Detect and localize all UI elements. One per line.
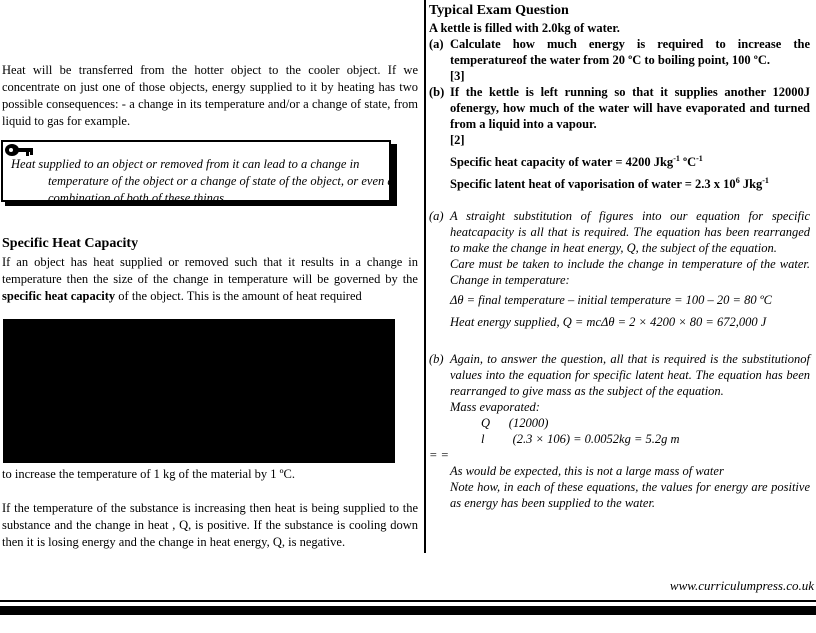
question-a <box>429 36 810 84</box>
callout-first-line: Heat supplied to an object or removed from it can lead to a change in <box>11 157 360 171</box>
answer-b-mass: Mass evaporated: <box>450 400 540 415</box>
answer-b-label: (b) <box>429 352 444 367</box>
column-divider <box>424 0 426 553</box>
answer-b-denominator: l (2.3 × 106) = 0.0052kg = 5.2g m <box>481 432 680 447</box>
question-a-label: (a) <box>429 37 444 51</box>
answer-b-equals: = = <box>429 448 449 463</box>
callout-text <box>8 156 420 207</box>
answer-a-eq2: Heat energy supplied, Q = mcΔθ = 2 × 4200 × 80 = 672,000 J <box>450 315 767 330</box>
question-a-body: Calculate how much energy is required to increase the temperatureof the water from 20 ºC to boiling point, 100 ºC. <box>450 37 810 67</box>
question-a-marks: [3] <box>450 69 465 83</box>
shc-data: Specific heat capacity of water = 4200 Jkg$^{-1}$ ºC$^{-1}$ <box>450 154 703 170</box>
exam-intro: A kettle is filled with 2.0kg of water. <box>429 21 620 35</box>
question-b-text <box>450 84 810 148</box>
exam-question-panel <box>429 2 810 511</box>
answer-a-label: (a) <box>429 209 444 224</box>
shc-paragraph-continued: to increase the temperature of 1 kg of the material by 1 ºC. <box>2 467 296 481</box>
answer-b-numerator: Q (12000) <box>481 416 549 431</box>
answer-b <box>429 351 810 415</box>
answer-b-expected: As would be expected, this is not a large mass of water <box>450 464 724 479</box>
answer-b-body <box>450 351 810 415</box>
answer-b-note: Note how, in each of these equations, the values for energy are positive as energy has been supplied to the water. <box>450 480 810 511</box>
section-heading: Specific Heat Capacity <box>2 236 139 251</box>
question-b <box>429 84 810 148</box>
sign-paragraph: If the temperature of the substance is increasing then heat is being supplied to the substance and the change in heat , Q, is positive. If the substance is cooling down then it is losing energy and the change in heat energy, Q, is negative. <box>2 501 418 549</box>
latent-data: Specific latent heat of vaporisation of water = 2.3 x $10^6$ Jkg$^{-1}$ <box>450 176 769 192</box>
shc-term: specific heat capacity <box>2 289 116 303</box>
answer-a <box>429 208 810 288</box>
redacted-box <box>3 319 395 463</box>
answer-a-eq1: Δθ = final temperature – initial temperature = 100 – 20 = 80 ºC <box>450 293 772 308</box>
question-b-marks: [2] <box>450 133 465 147</box>
question-b-label: (b) <box>429 85 445 99</box>
answer-a-care: Care must be taken to include the change in temperature of the water. Change in temperature: <box>450 257 810 288</box>
footer-rule-thin <box>0 600 816 602</box>
shc-text-b: of the object. This is the amount of heat required <box>115 289 362 303</box>
answer-a-body <box>450 208 810 288</box>
question-a-text <box>450 36 810 84</box>
question-b-body: If the kettle is left running so that it supplies another 12000J ofenergy, how much of the water will have evaporated and turned from a liquid into a vapour. <box>450 85 810 131</box>
answer-a-text: A straight substitution of figures into our equation for specific heatcapacity is all that is required. The equation has been rearranged to make the change in heat energy, Q, the subject of the equation. <box>450 209 810 256</box>
footer-url[interactable]: www.curriculumpress.co.uk <box>669 578 814 593</box>
exam-title: Typical Exam Question <box>429 3 569 18</box>
answer-b-text: Again, to answer the question, all that is required is the substitutionof values into the equation for specific latent heat. The equation has been rearranged to give mass as the subject of the equation. <box>450 352 810 399</box>
shc-paragraph <box>2 254 418 305</box>
intro-paragraph: Heat will be transferred from the hotter object to the cooler object. If we concentrate on just one of those objects, energy supplied to it by heating has two possible consequences: - a change in its temperature and/or a change of state, from liquid to gas for example. <box>2 63 418 128</box>
footer-rule <box>0 606 816 615</box>
callout-rest: temperature of the object or a change of state of the object, or even a combination of both of these things. <box>48 174 394 205</box>
shc-text-a: If an object has heat supplied or removed such that it results in a change in temperature then the size of the change in temperature will be governed by the <box>2 255 418 286</box>
